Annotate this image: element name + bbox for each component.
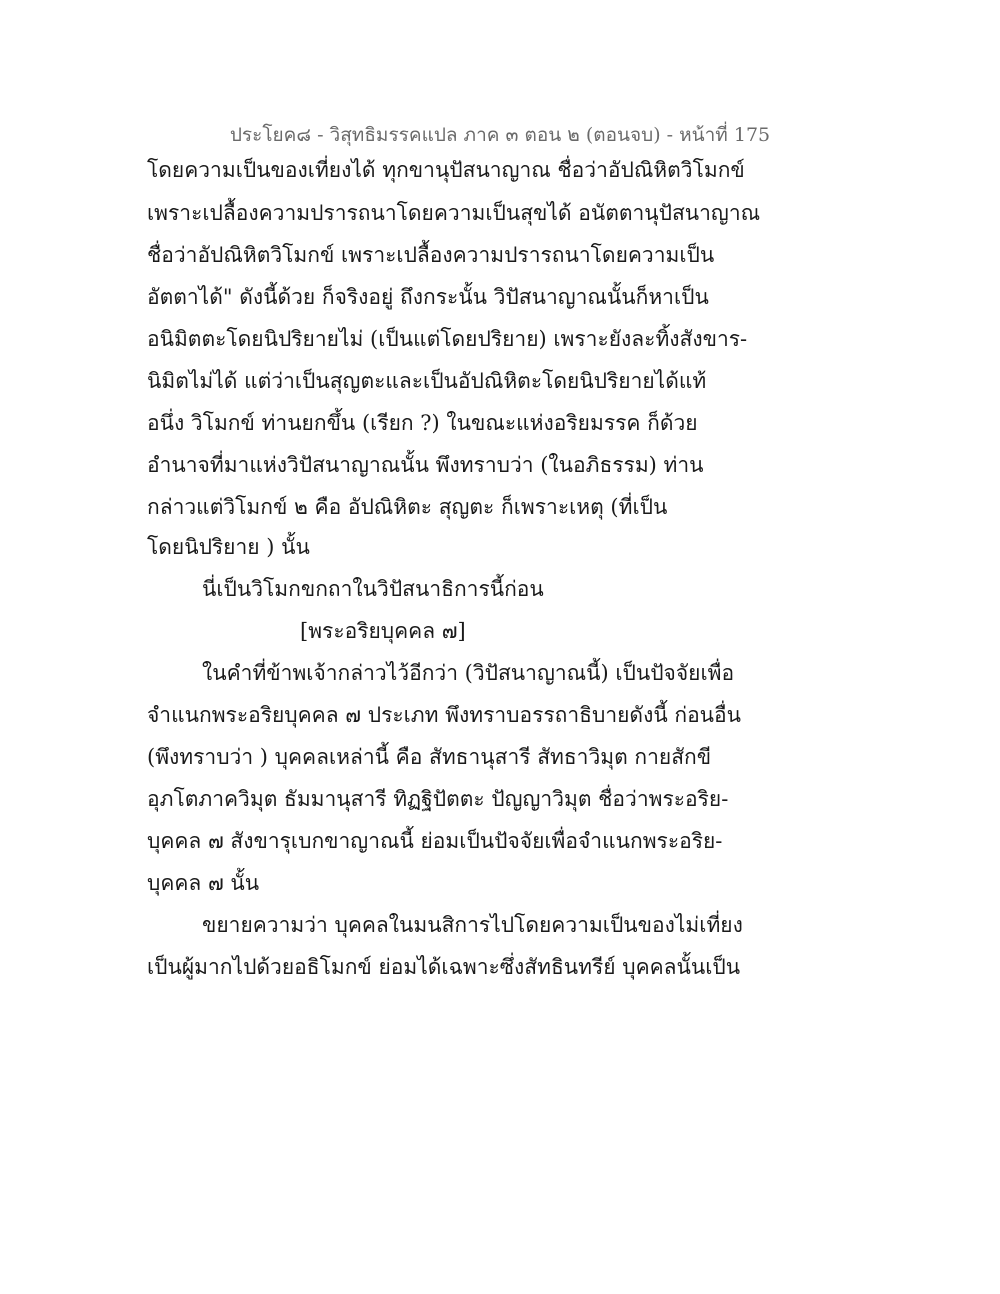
text-line: ชื่อว่าอัปณิหิตวิโมกข์ เพราะเปลื้องความปรารถนาโดยความเป็น bbox=[147, 243, 715, 267]
section-heading: [พระอริยบุคคล ๗] bbox=[300, 619, 466, 643]
text-line: นิมิตไม่ได้ แต่ว่าเป็นสุญตะและเป็นอัปณิหิตะโดยนิปริยายได้แท้ bbox=[147, 369, 707, 393]
paragraph-first-line: ในคำที่ข้าพเจ้ากล่าวไว้อีกว่า (วิปัสนาญาณนี้) เป็นปัจจัยเพื่อ bbox=[202, 661, 735, 685]
text-line: (พึงทราบว่า ) บุคคลเหล่านี้ คือ สัทธานุสารี สัทธาวิมุต กายสักขี bbox=[147, 745, 712, 769]
running-header: ประโยค๘ - วิสุทธิมรรคแปล ภาค ๓ ตอน ๒ (ตอนจบ) - หน้าที่ 175 bbox=[229, 124, 771, 146]
text-line: จำแนกพระอริยบุคคล ๗ ประเภท พึงทราบอรรถาธิบายดังนี้ ก่อนอื่น bbox=[147, 703, 741, 727]
text-line: บุคคล ๗ สังขารุเบกขาญาณนี้ ย่อมเป็นปัจจัยเพื่อจำแนกพระอริย- bbox=[147, 829, 723, 853]
text-line: บุคคล ๗ นั้น bbox=[147, 871, 260, 895]
text-line: อำนาจที่มาแห่งวิปัสนาญาณนั้น พึงทราบว่า (ในอภิธรรม) ท่าน bbox=[147, 453, 704, 477]
section-closing-line: นี่เป็นวิโมกขกถาในวิปัสนาธิการนี้ก่อน bbox=[202, 577, 544, 601]
text-line: อนิมิตตะโดยนิปริยายไม่ (เป็นแต่โดยปริยาย) เพราะยังละทิ้งสังขาร- bbox=[147, 327, 748, 351]
text-line: เป็นผู้มากไปด้วยอธิโมกข์ ย่อมได้เฉพาะซึ่งสัทธินทรีย์ บุคคลนั้นเป็น bbox=[147, 955, 741, 979]
text-line: กล่าวแต่วิโมกข์ ๒ คือ อัปณิหิตะ สุญตะ ก็เพราะเหตุ (ที่เป็น bbox=[147, 495, 668, 519]
text-line: เพราะเปลื้องความปรารถนาโดยความเป็นสุขได้ อนัตตานุปัสนาญาณ bbox=[147, 201, 761, 225]
paragraph-first-line: ขยายความว่า บุคคลในมนสิการไปโดยความเป็นของไม่เที่ยง bbox=[202, 913, 743, 937]
text-line: อนึ่ง วิโมกข์ ท่านยกขึ้น (เรียก ?) ในขณะแห่งอริยมรรค ก็ด้วย bbox=[147, 411, 698, 435]
text-line: โดยนิปริยาย ) นั้น bbox=[147, 535, 310, 559]
text-line: อุภโตภาควิมุต ธัมมานุสารี ทิฏฐิปัตตะ ปัญญาวิมุต ชื่อว่าพระอริย- bbox=[147, 787, 729, 811]
text-line: อัตตาได้" ดังนี้ด้วย ก็จริงอยู่ ถึงกระนั้น วิปัสนาญาณนั้นก็หาเป็น bbox=[147, 285, 709, 309]
text-line: โดยความเป็นของเที่ยงได้ ทุกขานุปัสนาญาณ ชื่อว่าอัปณิหิตวิโมกข์ bbox=[147, 158, 745, 182]
